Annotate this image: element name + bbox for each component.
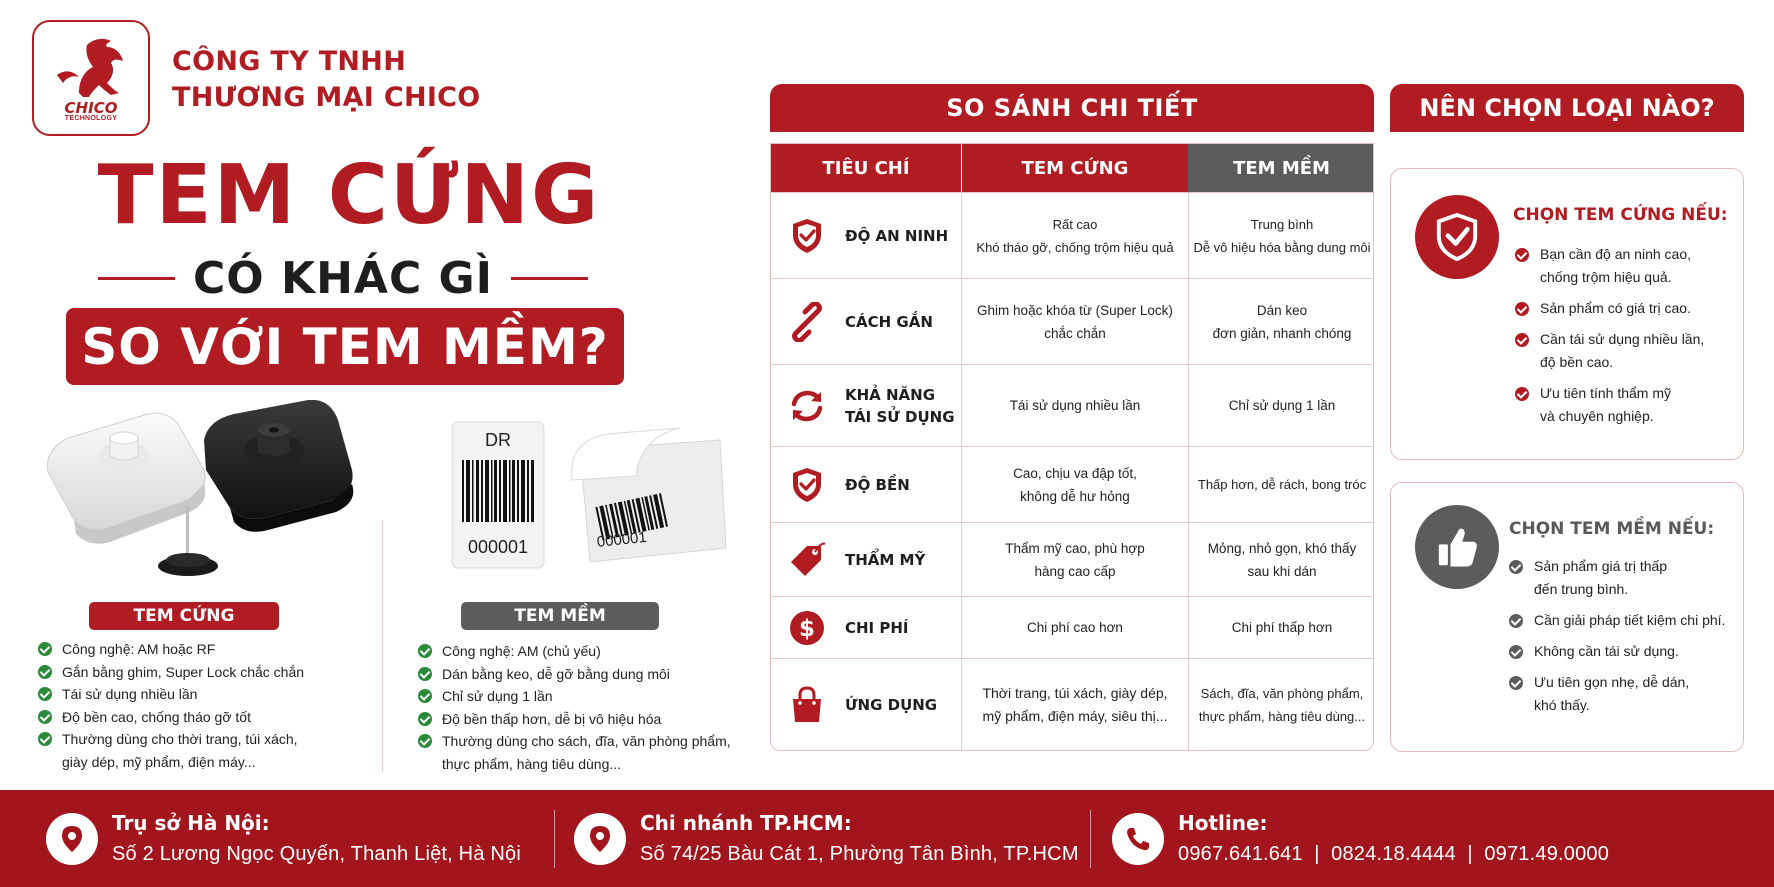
soft-tag-badge: TEM MỀM <box>461 602 659 630</box>
list-item-continuation: giày dép, mỹ phẩm, điện máy... <box>62 753 256 770</box>
criterion-label: CHI PHÍ <box>845 618 909 637</box>
footer-hanoi <box>46 790 521 887</box>
hard-tag-cell: Rất cao Khó tháo gỡ, chống trộm hiệu quả <box>961 193 1188 278</box>
soft-tag-cell: Chi phí thấp hơn <box>1188 597 1374 658</box>
header-soft-tag: TEM MỀM <box>1188 144 1374 192</box>
check-icon <box>1515 387 1529 401</box>
list-item: Chỉ sử dụng 1 lần <box>418 685 731 708</box>
location-pin-icon <box>46 813 98 865</box>
soft-label-code-text: 000001 <box>467 537 529 557</box>
footer-hcm-address: Số 74/25 Bàu Cát 1, Phường Tân Bình, TP.HCM <box>640 842 1079 865</box>
criterion-cell <box>771 365 961 446</box>
criterion-label: ĐỘ AN NINH <box>845 226 949 245</box>
recommendation-title: NÊN CHỌN LOẠI NÀO? <box>1390 84 1744 132</box>
dollar-icon <box>785 606 829 650</box>
list-item: Sản phẩm giá trị thấp đến trung bình. <box>1509 555 1725 601</box>
headline-rule-left <box>98 277 175 280</box>
soft-tag-cell: Thấp hơn, dễ rách, bong tróc <box>1188 447 1374 522</box>
list-item: Cần giải pháp tiết kiệm chi phí. <box>1509 609 1725 632</box>
list-item: Thường dùng cho sách, đĩa, văn phòng phẩm, <box>418 730 731 753</box>
criterion-cell <box>771 279 961 364</box>
table-row <box>771 278 1373 364</box>
check-icon <box>1515 333 1529 347</box>
horse-logo-icon <box>49 35 133 101</box>
check-icon <box>418 644 432 658</box>
list-item: Bạn cần độ an ninh cao, chống trộm hiệu quả. <box>1515 243 1704 289</box>
list-item: Độ bền thấp hơn, dễ bị vô hiệu hóa <box>418 708 731 731</box>
svg-text:$: $ <box>798 615 816 642</box>
check-icon <box>1509 676 1523 690</box>
company-logo <box>32 20 150 136</box>
criterion-cell <box>771 523 961 596</box>
soft-tag-cell: Mỏng, nhỏ gọn, khó thấy sau khi dán <box>1188 523 1374 596</box>
footer-hcm <box>574 790 1079 887</box>
location-pin-icon <box>574 813 626 865</box>
criterion-label: KHẢ NĂNG TÁI SỬ DỤNG <box>845 385 955 426</box>
hard-tag-badge: TEM CỨNG <box>89 602 279 630</box>
list-item: Cần tái sử dụng nhiều lần, độ bền cao. <box>1515 328 1704 374</box>
company-name-line2: THƯƠNG MẠI CHICO <box>172 82 481 113</box>
check-icon <box>418 734 432 748</box>
criterion-label: CÁCH GẮN <box>845 312 933 331</box>
list-item: Độ bền cao, chống tháo gỡ tốt <box>38 706 304 729</box>
footer-hotline <box>1112 790 1609 887</box>
check-icon <box>418 712 432 726</box>
table-row <box>771 192 1373 278</box>
comparison-header-row <box>771 144 1373 192</box>
recommend-soft-card <box>1390 482 1744 752</box>
soft-tag-cell: Sách, đĩa, văn phòng phẩm, thực phẩm, hàng tiêu dùng... <box>1188 659 1374 750</box>
soft-tag-cell: Trung bình Dễ vô hiệu hóa bằng dung môi <box>1188 193 1374 278</box>
footer-hanoi-address: Số 2 Lương Ngọc Quyến, Thanh Liệt, Hà Nội <box>112 842 522 865</box>
check-icon <box>1509 614 1523 628</box>
peel-label-code-text: 000001 <box>596 528 648 551</box>
hard-tag-cell: Ghim hoặc khóa từ (Super Lock) chắc chắn <box>961 279 1188 364</box>
chain-link-icon <box>785 300 829 344</box>
recommend-hard-list <box>1515 243 1704 436</box>
list-item: Gắn bằng ghim, Super Lock chắc chắn <box>38 661 304 684</box>
logo-name: CHICO <box>64 98 118 117</box>
recommend-soft-heading: CHỌN TEM MỀM NẾU: <box>1509 519 1715 539</box>
check-icon <box>1515 248 1529 262</box>
price-tag-icon <box>785 538 829 582</box>
header-criterion: TIÊU CHÍ <box>771 144 961 192</box>
check-icon <box>1509 560 1523 574</box>
headline-sub <box>98 250 588 306</box>
hard-tag-cell: Thời trang, túi xách, giày dép, mỹ phẩm, điện máy, siêu thị... <box>961 659 1188 750</box>
footer-separator <box>554 810 555 868</box>
criterion-cell <box>771 193 961 278</box>
hard-tag-cell: Thẩm mỹ cao, phù hợp hàng cao cấp <box>961 523 1188 596</box>
shield-check-icon <box>1415 195 1499 279</box>
list-item: Không cần tái sử dụng. <box>1509 640 1725 663</box>
hard-tag-cell: Cao, chịu va đập tốt, không dễ hư hỏng <box>961 447 1188 522</box>
list-item-continuation: thực phẩm, hàng tiêu dùng... <box>442 755 622 772</box>
logo-subtitle: TECHNOLOGY <box>64 114 118 122</box>
table-row <box>771 596 1373 658</box>
soft-tag-cell: Dán keo đơn giản, nhanh chóng <box>1188 279 1374 364</box>
check-icon <box>38 687 52 701</box>
soft-tag-features <box>418 640 731 775</box>
headline-banner: SO VỚI TEM MỀM? <box>66 308 624 385</box>
check-icon <box>38 665 52 679</box>
soft-tag-cell: Chỉ sử dụng 1 lần <box>1188 365 1374 446</box>
check-icon <box>1509 645 1523 659</box>
company-name-line1: CÔNG TY TNHH <box>172 46 407 77</box>
list-item: Thường dùng cho thời trang, túi xách, <box>38 728 304 751</box>
company-name <box>172 44 481 116</box>
check-icon <box>1515 302 1529 316</box>
header-hard-tag: TEM CỨNG <box>961 144 1188 192</box>
hard-tag-cell: Tái sử dụng nhiều lần <box>961 365 1188 446</box>
table-row <box>771 364 1373 446</box>
list-item: Công nghệ: AM hoặc RF <box>38 638 304 661</box>
thumbs-up-icon <box>1415 505 1499 589</box>
check-icon <box>38 710 52 724</box>
criterion-cell <box>771 597 961 658</box>
hard-tag-cell: Chi phí cao hơn <box>961 597 1188 658</box>
comparison-table <box>770 143 1374 751</box>
check-icon <box>418 667 432 681</box>
table-row <box>771 658 1373 750</box>
product-divider <box>382 520 383 772</box>
footer-separator <box>1090 810 1091 868</box>
headline-rule-right <box>511 277 588 280</box>
table-row <box>771 522 1373 596</box>
table-row <box>771 446 1373 522</box>
check-icon <box>38 642 52 656</box>
soft-label-dr-text: DR <box>485 430 511 450</box>
footer-hotline-numbers: 0967.641.641 | 0824.18.4444 | 0971.49.0000 <box>1178 842 1610 865</box>
criterion-label: THẨM MỸ <box>845 550 926 569</box>
footer-bar <box>0 790 1774 887</box>
comparison-title: SO SÁNH CHI TIẾT <box>770 84 1374 132</box>
list-item: Sản phẩm có giá trị cao. <box>1515 297 1704 320</box>
hard-tag-features <box>38 638 304 773</box>
headline-main: TEM CỨNG <box>97 148 601 243</box>
recommend-hard-heading: CHỌN TEM CỨNG NẾU: <box>1513 205 1728 225</box>
check-icon <box>418 689 432 703</box>
list-item: Tái sử dụng nhiều lần <box>38 683 304 706</box>
list-item: Dán bằng keo, dễ gỡ bằng dung môi <box>418 663 731 686</box>
hard-tag-image <box>38 400 358 590</box>
list-item: Công nghệ: AM (chủ yếu) <box>418 640 731 663</box>
footer-hanoi-label: Trụ sở Hà Nội: <box>112 810 270 835</box>
check-icon <box>38 732 52 746</box>
footer-hcm-label: Chi nhánh TP.HCM: <box>640 810 852 835</box>
list-item: Ưu tiên gọn nhẹ, dễ dán, khó thấy. <box>1509 671 1725 717</box>
recommend-hard-card <box>1390 168 1744 460</box>
criterion-label: ĐỘ BỀN <box>845 475 910 494</box>
phone-icon <box>1112 813 1164 865</box>
list-item: Ưu tiên tính thẩm mỹ và chuyên nghiệp. <box>1515 382 1704 428</box>
refresh-icon <box>785 384 829 428</box>
headline-sub-text: CÓ KHÁC GÌ <box>192 252 494 304</box>
footer-hotline-label: Hotline: <box>1178 810 1268 835</box>
criterion-cell <box>771 659 961 750</box>
shield-check-icon <box>785 463 829 507</box>
criterion-cell <box>771 447 961 522</box>
criterion-label: ỨNG DỤNG <box>845 695 938 714</box>
shopping-bag-icon <box>785 683 829 727</box>
recommend-soft-list <box>1509 555 1725 725</box>
shield-check-icon <box>785 214 829 258</box>
